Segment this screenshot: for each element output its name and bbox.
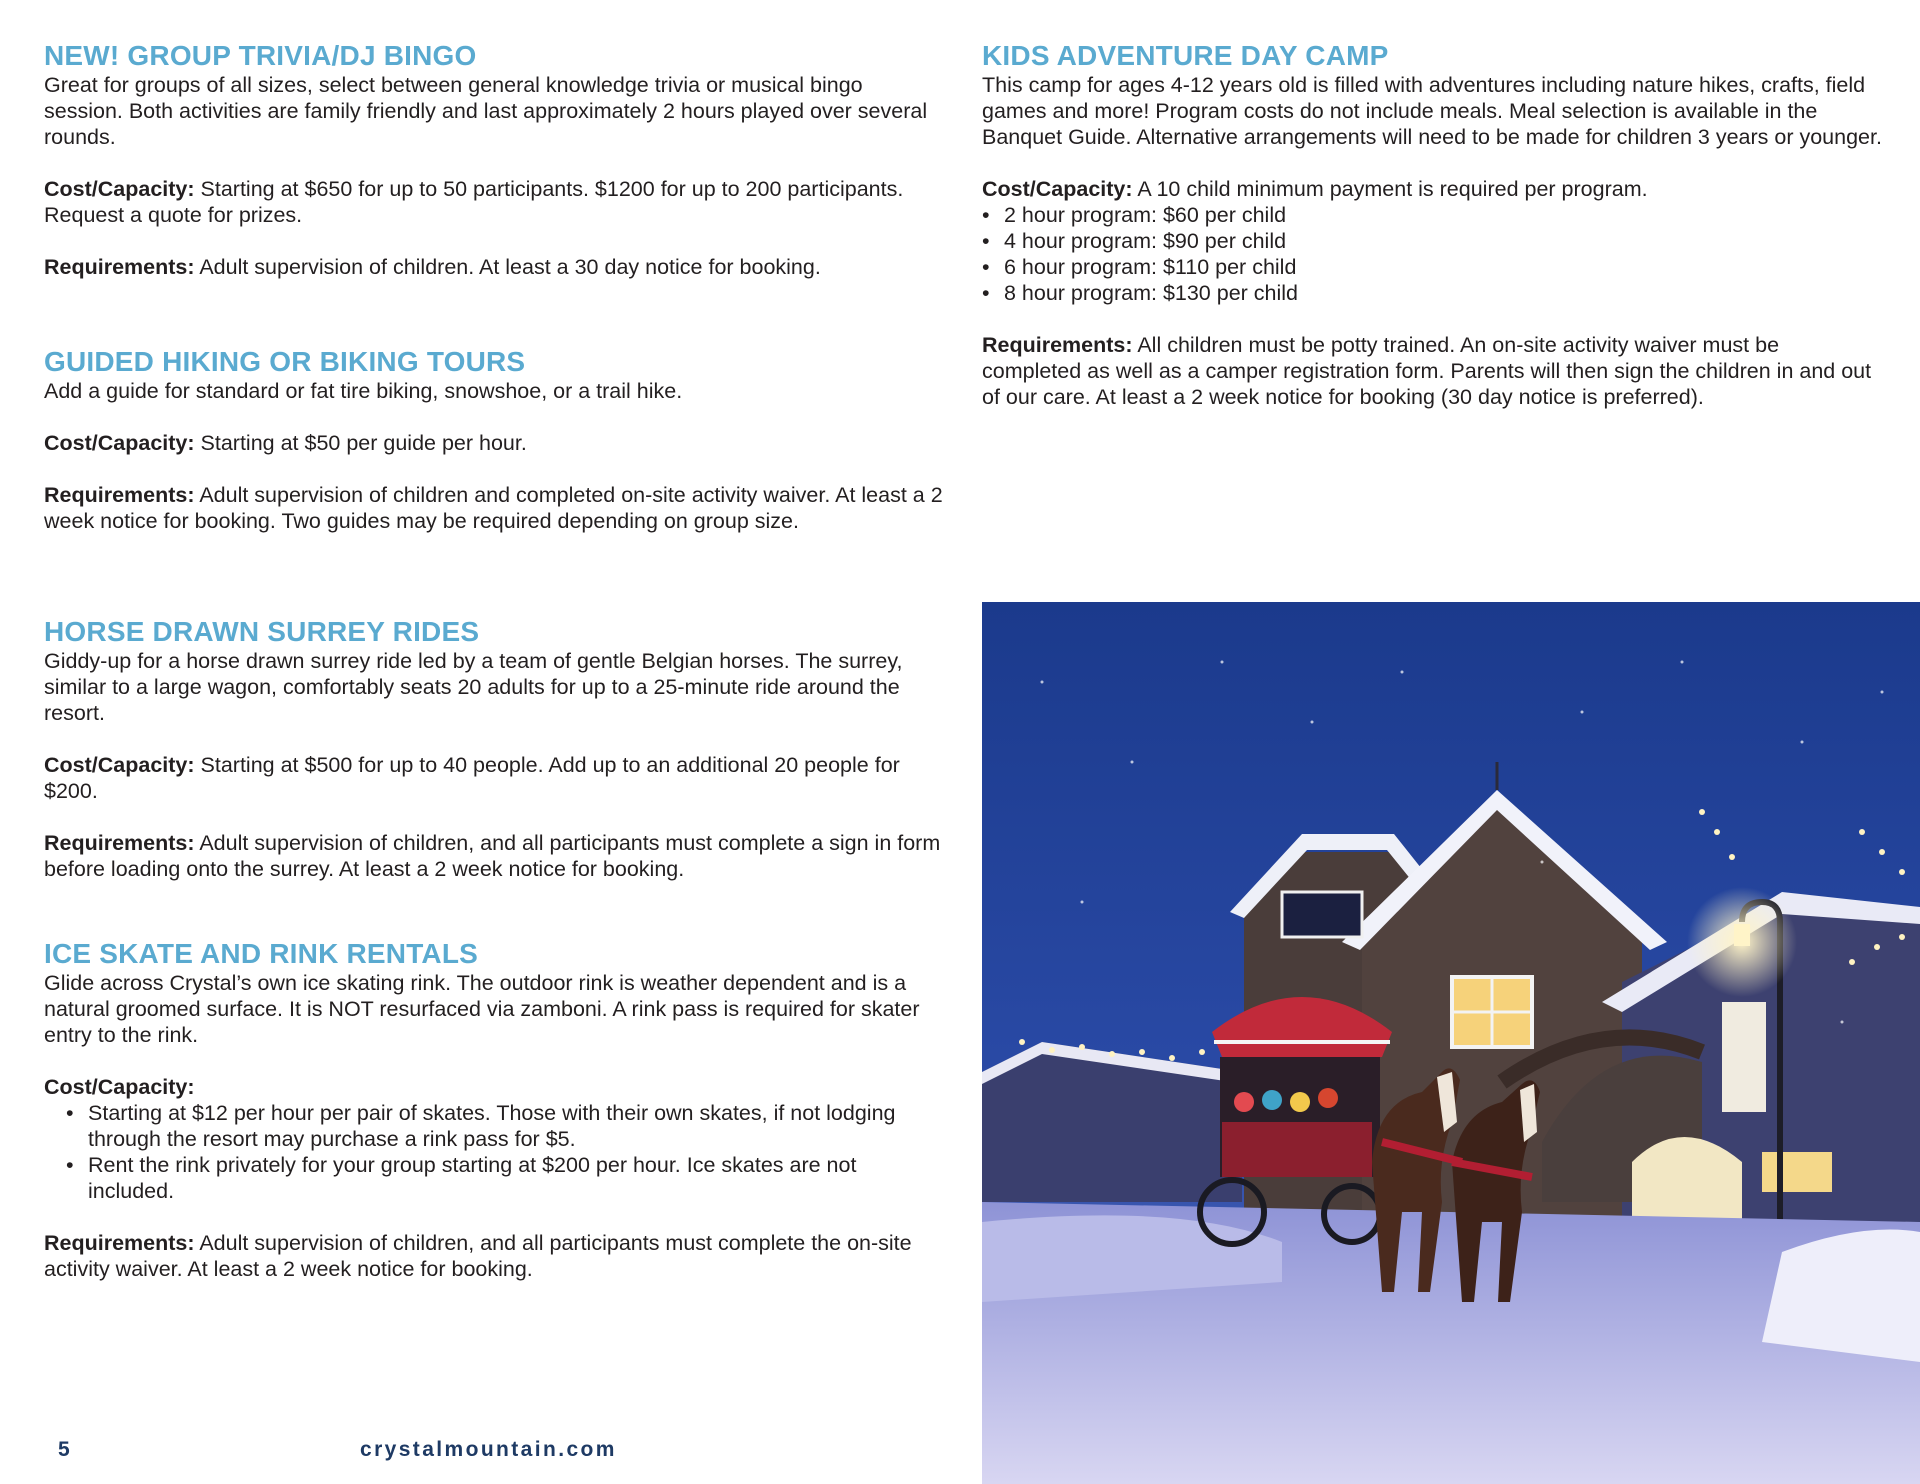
surrey-cost-label: Cost/Capacity: — [44, 753, 195, 777]
kids-cost-label: Cost/Capacity: — [982, 177, 1133, 201]
kids-req-text: All children must be potty trained. An on-site activity waiver must be completed as well as a camper registration form. Parents will then sign the children in and out of our care. At least a 2 week notice for booking (30 day notice is preferred). — [982, 333, 1872, 409]
hiking-req-text: Adult supervision of children and completed on-site activity waiver. At least a 2 week notice for booking. Two guides may be required depending on group size. — [44, 483, 943, 533]
hiking-cost-label: Cost/Capacity: — [44, 431, 195, 455]
trivia-req-text: Adult supervision of children. At least a 30 day notice for booking. — [194, 255, 821, 279]
hiking-heading: GUIDED HIKING OR BIKING TOURS — [44, 346, 526, 377]
kids-req-label: Requirements: — [982, 333, 1133, 357]
surrey-heading: HORSE DRAWN SURREY RIDES — [44, 616, 480, 647]
surrey-section — [44, 616, 944, 882]
kids-description: This camp for ages 4-12 years old is filled with adventures including nature hikes, crafts, field games and more! Program costs do not include meals. Meal selection is available in the Banquet Guide. Alternative arrangements will need to be made for children 3 years or younger. — [982, 73, 1882, 149]
trivia-req-label: Requirements: — [44, 255, 195, 279]
ice-cost-list — [44, 1100, 944, 1204]
list-item: • Rent the rink privately for your group starting at $200 per hour. Ice skates are not included. — [44, 1152, 944, 1204]
kids-program-list — [960, 202, 1882, 306]
ice-req-text: Adult supervision of children, and all participants must complete the on-site activity waiver. At least a 2 week notice for booking. — [44, 1231, 912, 1281]
kids-cost — [982, 176, 1882, 202]
hiking-description: Add a guide for standard or fat tire biking, snowshoe, or a trail hike. — [44, 379, 683, 403]
surrey-req-label: Requirements: — [44, 831, 195, 855]
ice-cost-label: Cost/Capacity: — [44, 1075, 195, 1099]
ice-requirements — [44, 1230, 944, 1282]
website-url: crystalmountain.com — [360, 1438, 617, 1461]
list-item: • 8 hour program: $130 per child — [960, 280, 1882, 306]
trivia-heading: NEW! GROUP TRIVIA/DJ BINGO — [44, 40, 477, 71]
ice-req-label: Requirements: — [44, 1231, 195, 1255]
trivia-description: Great for groups of all sizes, select between general knowledge trivia or musical bingo session. Both activities are family friendly and last approximately 2 hours played over several rounds. — [44, 73, 928, 149]
trivia-cost-label: Cost/Capacity: — [44, 177, 195, 201]
surrey-cost — [44, 752, 944, 804]
hiking-section — [44, 346, 944, 534]
left-column — [44, 0, 944, 1400]
hiking-cost — [44, 430, 944, 456]
page-number: 5 — [58, 1438, 70, 1461]
hiking-req-label: Requirements: — [44, 483, 195, 507]
list-item: • 4 hour program: $90 per child — [960, 228, 1882, 254]
hiking-requirements — [44, 482, 944, 534]
surrey-cost-text: Starting at $500 for up to 40 people. Add up to an additional 20 people for $200. — [44, 753, 900, 803]
ice-section — [44, 938, 944, 1282]
kids-heading: KIDS ADVENTURE DAY CAMP — [982, 40, 1389, 71]
hiking-cost-text: Starting at $50 per guide per hour. — [194, 431, 527, 455]
list-item: • 6 hour program: $110 per child — [960, 254, 1882, 280]
ice-cost — [44, 1074, 944, 1100]
kids-cost-text: A 10 child minimum payment is required per program. — [1132, 177, 1648, 201]
surrey-description: Giddy-up for a horse drawn surrey ride led by a team of gentle Belgian horses. The surrey, similar to a large wagon, comfortably seats 20 adults for up to a 25-minute ride around the resort. — [44, 649, 903, 725]
surrey-ride-photo — [982, 602, 1920, 1484]
trivia-requirements — [44, 254, 944, 280]
surrey-req-text: Adult supervision of children, and all participants must complete a sign in form before loading onto the surrey. At least a 2 week notice for booking. — [44, 831, 941, 881]
trivia-section — [44, 40, 944, 280]
list-item: • 2 hour program: $60 per child — [960, 202, 1882, 228]
kids-section — [982, 40, 1882, 410]
trivia-cost — [44, 176, 944, 228]
ice-description: Glide across Crystal’s own ice skating rink. The outdoor rink is weather dependent and is a natural groomed surface. It is NOT resurfaced via zamboni. A rink pass is required for skater entry to the rink. — [44, 971, 920, 1047]
surrey-ride-illustration — [982, 602, 1920, 1484]
list-item: • Starting at $12 per hour per pair of skates. Those with their own skates, if not lodging through the resort may purchase a rink pass for $5. — [44, 1100, 944, 1152]
trivia-cost-text: Starting at $650 for up to 50 participants. $1200 for up to 200 participants. Request a quote for prizes. — [44, 177, 904, 227]
kids-requirements — [982, 332, 1882, 410]
ice-heading: ICE SKATE AND RINK RENTALS — [44, 938, 479, 969]
surrey-requirements — [44, 830, 944, 882]
right-column — [982, 0, 1882, 600]
